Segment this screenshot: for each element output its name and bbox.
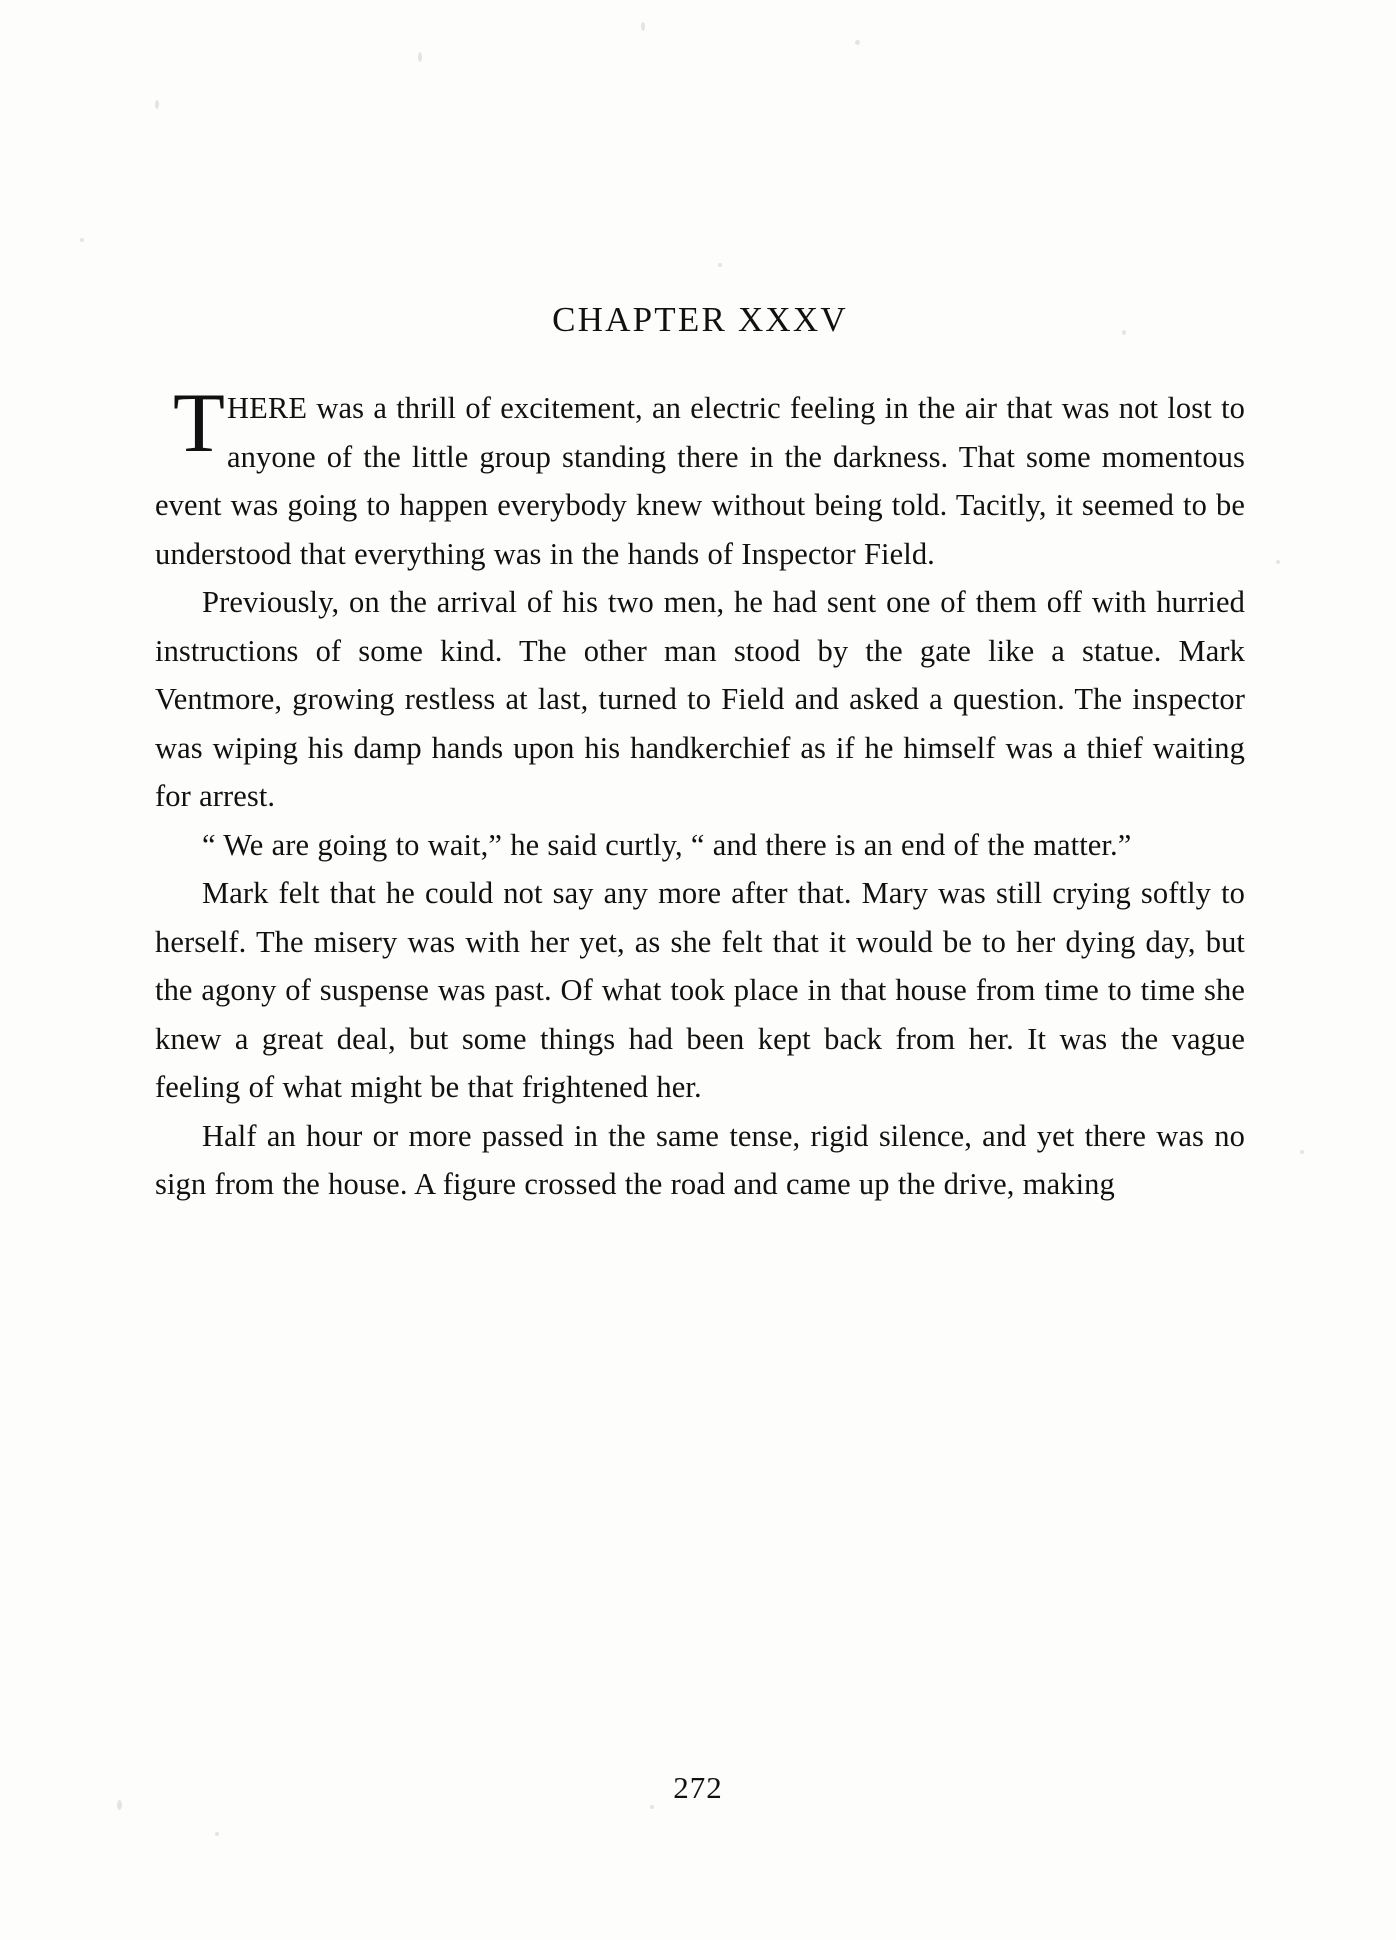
scan-speck — [80, 238, 84, 242]
scan-speck — [718, 263, 722, 267]
scan-speck — [855, 40, 860, 45]
scan-speck — [1300, 1150, 1304, 1154]
paragraph-text: HERE was a thrill of excitement, an electric feeling in the air that was not lost to anyone of the little group standing there in the darkness. That some momentous event was going to happen everybody knew without being told. Tacitly, it seemed to be understood that everything was in the hands of Inspector Field. — [155, 391, 1245, 571]
chapter-heading: CHAPTER XXXV — [552, 300, 848, 339]
paragraph — [155, 376, 1245, 578]
paragraph-text: Previously, on the arrival of his two men, he had sent one of them off with hurried instructions of some kind. The other man stood by the gate like a statue. Mark Ventmore, growing restless at last, turned to Field and asked a question. The inspector was wiping his damp hands upon his handkerchief as if he himself was a thief waiting for arrest. — [155, 585, 1245, 813]
drop-cap: T — [173, 376, 226, 470]
scan-speck — [215, 1832, 219, 1836]
scan-speck — [155, 100, 159, 109]
scan-speck — [418, 52, 422, 62]
paragraph — [155, 578, 1245, 821]
scan-speck — [641, 22, 645, 31]
paragraph — [155, 1112, 1245, 1209]
paragraph-text: Half an hour or more passed in the same tense, rigid silence, and yet there was no sign from the house. A figure crossed the road and came up the drive, making — [155, 1118, 1245, 1201]
scan-speck — [1276, 560, 1280, 564]
page-body — [155, 300, 1245, 1209]
paragraph — [155, 869, 1245, 1112]
page-number: 272 — [673, 1770, 723, 1805]
paragraph — [155, 821, 1245, 870]
paragraph-text: “ We are going to wait,” he said curtly, “ and there is an end of the matter.” — [202, 827, 1132, 862]
paragraph-text: Mark felt that he could not say any more after that. Mary was still crying softly to herself. The misery was with her yet, as she felt that it would be to her dying day, but the agony of suspense was past. Of what took place in that house from time to time she knew a great deal, but some things had been kept back from her. It was the vague feeling of what might be that frightened her. — [155, 876, 1245, 1104]
